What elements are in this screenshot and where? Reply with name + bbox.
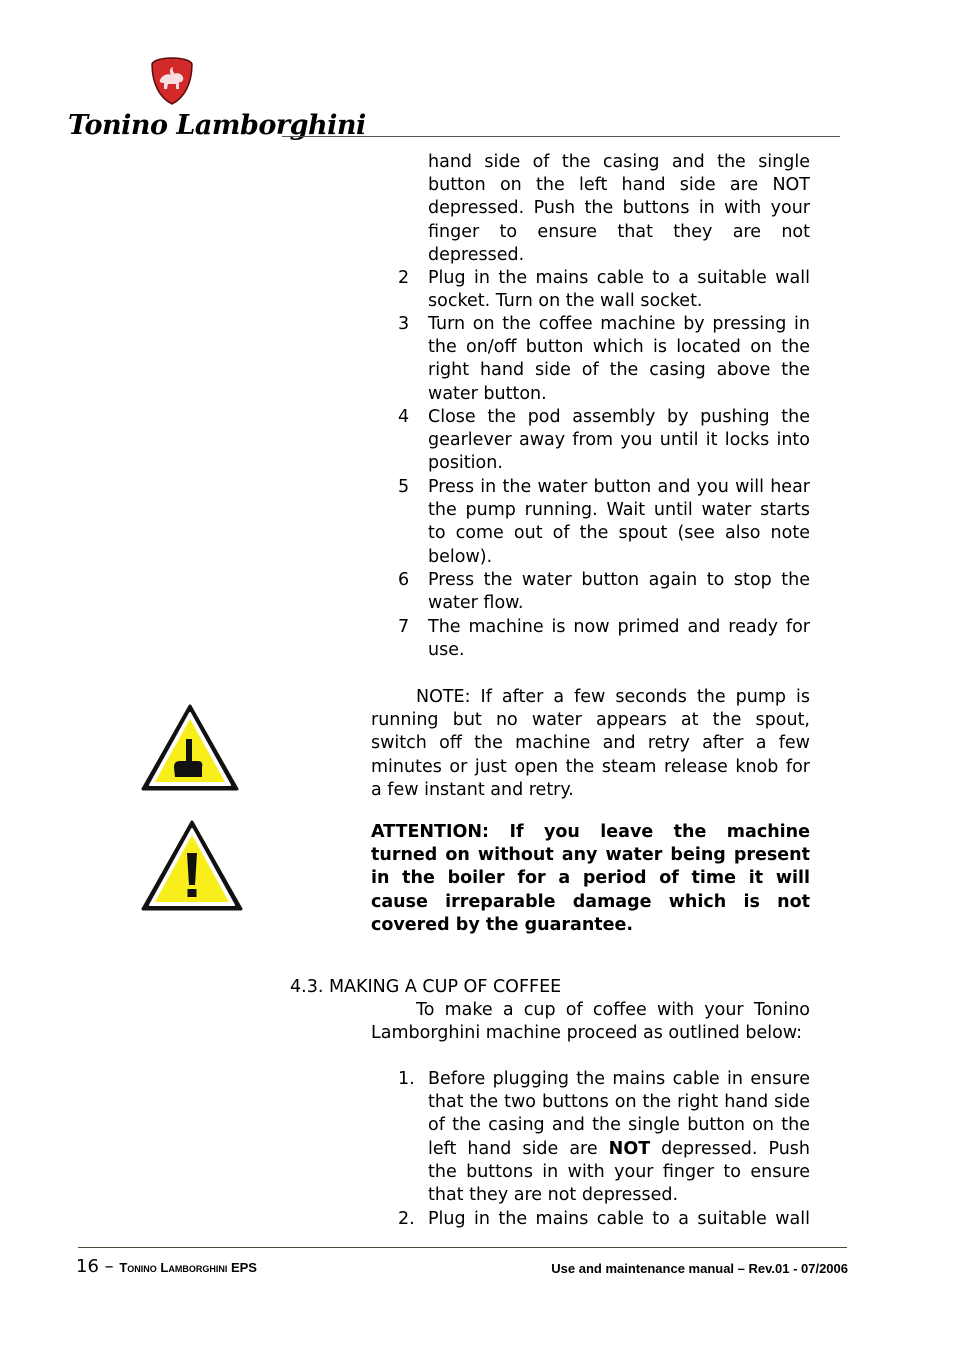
step-continuation: hand side of the casing and the single button on the left hand side are NOT depressed. Push the buttons in with your finger to ensure that they are not depressed.: [428, 152, 810, 265]
step-number: 1.: [398, 1069, 415, 1089]
step-text: Before plugging the mains cable in ensure that the two buttons on the right hand side of the casing and the single button on the left hand side are NOT depressed. Push the buttons in with your finger to ensure that they are not depressed.: [428, 1069, 810, 1206]
footer-divider: [78, 1247, 847, 1248]
step-number: 2.: [398, 1209, 415, 1229]
bull-shield-icon: [150, 56, 194, 106]
section-intro: To make a cup of coffee with your Tonino Lamborghini machine proceed as outlined below:: [371, 1000, 810, 1044]
step-number: 7: [398, 617, 410, 637]
section-title: 4.3. MAKING A CUP OF COFFEE: [290, 977, 562, 997]
attention-paragraph: ATTENTION: If you leave the machine turned on without any water being present in the boiler for a period of time it will cause irreparable damage which is not covered by the guarantee.: [371, 822, 810, 935]
step-text: Plug in the mains cable to a suitable wall: [428, 1209, 810, 1229]
step-text: Press the water button again to stop the water flow.: [428, 570, 810, 614]
pointing-finger-warning-icon: [140, 703, 240, 793]
step-number: 5: [398, 477, 410, 497]
footer-manual-label: Use and maintenance manual – Rev.01 - 07/2006: [551, 1261, 848, 1276]
step-number: 2: [398, 268, 410, 288]
step-text: Plug in the mains cable to a suitable wall socket. Turn on the wall socket.: [428, 268, 810, 312]
page-number: 16 –: [76, 1256, 120, 1277]
step-number: 4: [398, 407, 410, 427]
footer-brand: Tonino Lamborghini EPS: [119, 1260, 257, 1275]
step-text: The machine is now primed and ready for use.: [428, 617, 810, 661]
header-divider: [282, 136, 840, 137]
step-text: Press in the water button and you will hear the pump running. Wait until water starts to come out of the spout (see also note below).: [428, 477, 810, 567]
footer-page-label: [76, 1256, 257, 1277]
step-number: 3: [398, 314, 410, 334]
note-paragraph: NOTE: If after a few seconds the pump is running but no water appears at the spout, switch off the machine and retry after a few minutes or just open the steam release knob for a few instant and retry.: [371, 687, 810, 800]
step-text: Close the pod assembly by pushing the gearlever away from you until it locks into position.: [428, 407, 810, 474]
exclamation-warning-icon: [140, 819, 244, 913]
brand-logo: Tonino Lamborghini: [68, 110, 366, 141]
step-text: Turn on the coffee machine by pressing in the on/off button which is located on the right hand side of the casing above the water button.: [428, 314, 810, 404]
step-number: 6: [398, 570, 410, 590]
